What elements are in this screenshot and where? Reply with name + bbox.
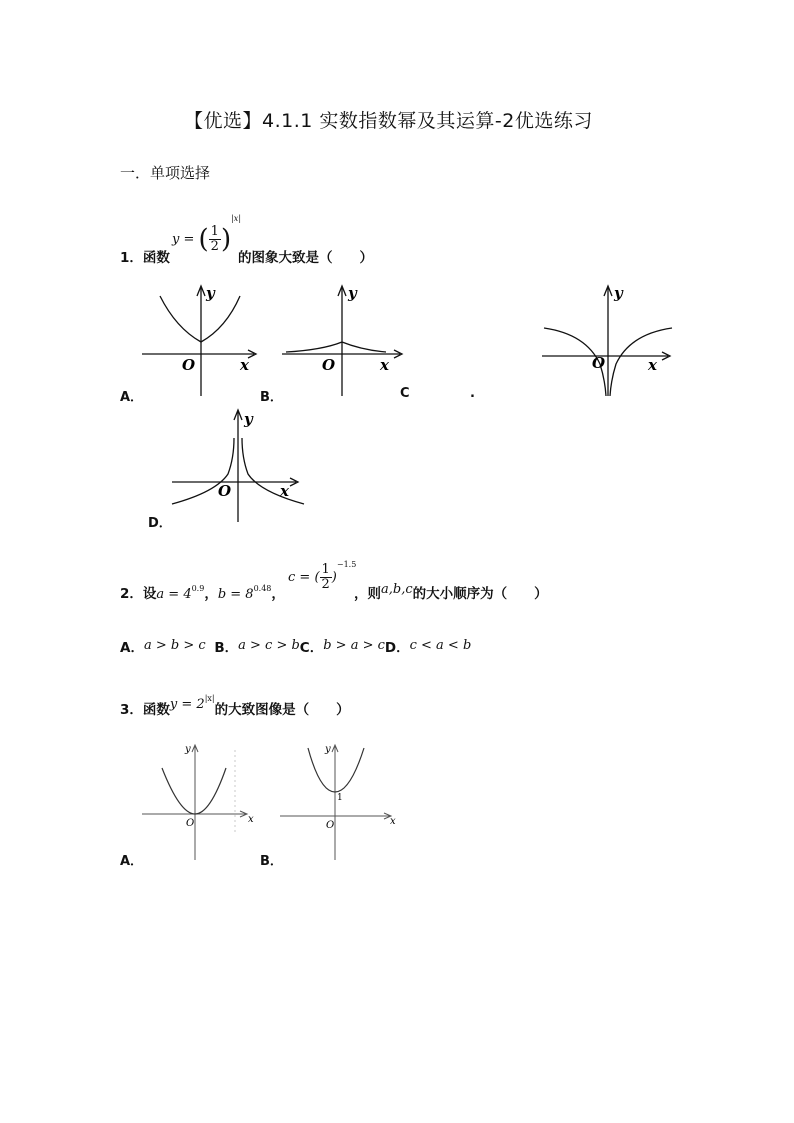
q1-prefix: 函数 — [142, 250, 170, 266]
q1-graph-d — [168, 408, 308, 524]
q3-stem — [120, 694, 350, 718]
q3b-one-label: 1 — [337, 793, 343, 803]
q3b-origin-label: O — [326, 820, 335, 831]
q2-c-den: 2 — [321, 577, 330, 592]
q1a-x-label: x — [240, 356, 249, 374]
q1b-y-label: y — [348, 284, 357, 302]
q2-b-def — [217, 584, 272, 602]
page-title: 【优选】4.1.1 实数指数幂及其运算-2优选练习 — [184, 110, 593, 132]
q2-a-exp: 0.9 — [191, 584, 205, 593]
q3-option-a: A． — [120, 854, 144, 869]
q2-b-exp: 0.48 — [253, 584, 272, 593]
q1-frac-den: 2 — [210, 239, 219, 254]
q1-option-c-dot: . — [470, 386, 475, 401]
q2-option-c-expr: b > a > c — [323, 638, 385, 653]
q1b-x-label: x — [380, 356, 389, 374]
q3-graph-b — [280, 742, 404, 862]
q3a-x-label: x — [248, 814, 254, 825]
q1-stem — [120, 246, 170, 266]
q1-frac-num: 1 — [210, 224, 219, 240]
q1-formula: y = ( $\frac{1}{2}$ )$^{|x|}$ — [172, 214, 242, 255]
q1-func-lhs: y = — [172, 232, 195, 247]
q1-suffix: 的图象大致是（ ） — [238, 250, 373, 266]
q2-option-b-expr: a > c > b — [238, 638, 300, 653]
q3b-x-label: x — [390, 816, 396, 827]
q2-sep1: ， — [204, 586, 218, 602]
q1a-y-label: y — [206, 284, 215, 302]
q1d-y-label: y — [244, 410, 253, 428]
q2-option-d-expr: c < a < b — [409, 638, 472, 653]
q3-number: 3． — [120, 702, 143, 718]
q2-c-lhs: c = ( — [288, 570, 320, 585]
q2-a-lhs: a = 4 — [156, 587, 192, 602]
q3b-y-label: y — [325, 744, 331, 755]
q3-func-base: y = 2 — [169, 697, 205, 712]
q3-suffix: 的大致图像是（ ） — [214, 702, 350, 718]
q2-option-d-label: D． — [384, 640, 410, 656]
q1a-origin-label: O — [182, 356, 196, 374]
q3-option-b: B． — [260, 854, 283, 869]
q2-c-frac — [320, 563, 332, 591]
q1d-origin-label: O — [218, 482, 232, 500]
q1-fraction — [209, 225, 221, 253]
q2-vars: a,b,c — [381, 582, 413, 597]
q1-option-b: B． — [260, 390, 283, 405]
q2-option-b-label: B． — [214, 640, 239, 656]
q2-c-num: 1 — [321, 562, 330, 578]
q2-option-c-label: C． — [299, 640, 324, 656]
q1c-y-label: y — [614, 284, 623, 302]
q1-option-a: A． — [120, 390, 144, 405]
q2-c-rhs: ) — [331, 570, 337, 585]
q2-prefix: 设 — [142, 586, 157, 602]
q2-option-a-label: A． — [120, 640, 144, 656]
q2-mid: ，则 — [354, 586, 381, 602]
q3a-origin-label: O — [186, 818, 195, 829]
q1-option-d: D． — [148, 516, 172, 531]
q2-suffix: 的大小顺序为（ ） — [412, 586, 548, 602]
q2-number: 2． — [120, 586, 143, 602]
q3-prefix: 函数 — [142, 702, 170, 718]
q1c-origin-label: O — [592, 354, 606, 372]
q1-exponent: |x| — [231, 214, 242, 223]
q2-stem — [120, 582, 285, 602]
section-heading: 一．单项选择 — [120, 164, 211, 182]
q1c-x-label: x — [648, 356, 657, 374]
q1-graph-b — [282, 284, 406, 398]
q3-func-exp: |x| — [204, 694, 215, 703]
q2-stem-end — [354, 582, 548, 602]
q3a-y-label: y — [185, 744, 191, 755]
q2-options — [120, 636, 471, 656]
q2-b-lhs: b = 8 — [217, 587, 254, 602]
q2-sep2: ， — [271, 586, 285, 602]
q1-graph-c — [542, 284, 676, 398]
q1b-origin-label: O — [322, 356, 336, 374]
q3-graph-a — [140, 742, 260, 862]
q1-number: 1． — [120, 250, 143, 266]
q2-a-def — [156, 584, 205, 602]
q1-graph-a — [140, 284, 260, 398]
q2-c-def — [288, 560, 356, 592]
q3-func — [169, 694, 215, 712]
q2-c-exp: −1.5 — [336, 560, 357, 569]
q2-option-a-expr: a > b > c — [143, 638, 206, 653]
q1d-x-label: x — [280, 482, 289, 500]
q1-option-c: C — [400, 386, 410, 401]
